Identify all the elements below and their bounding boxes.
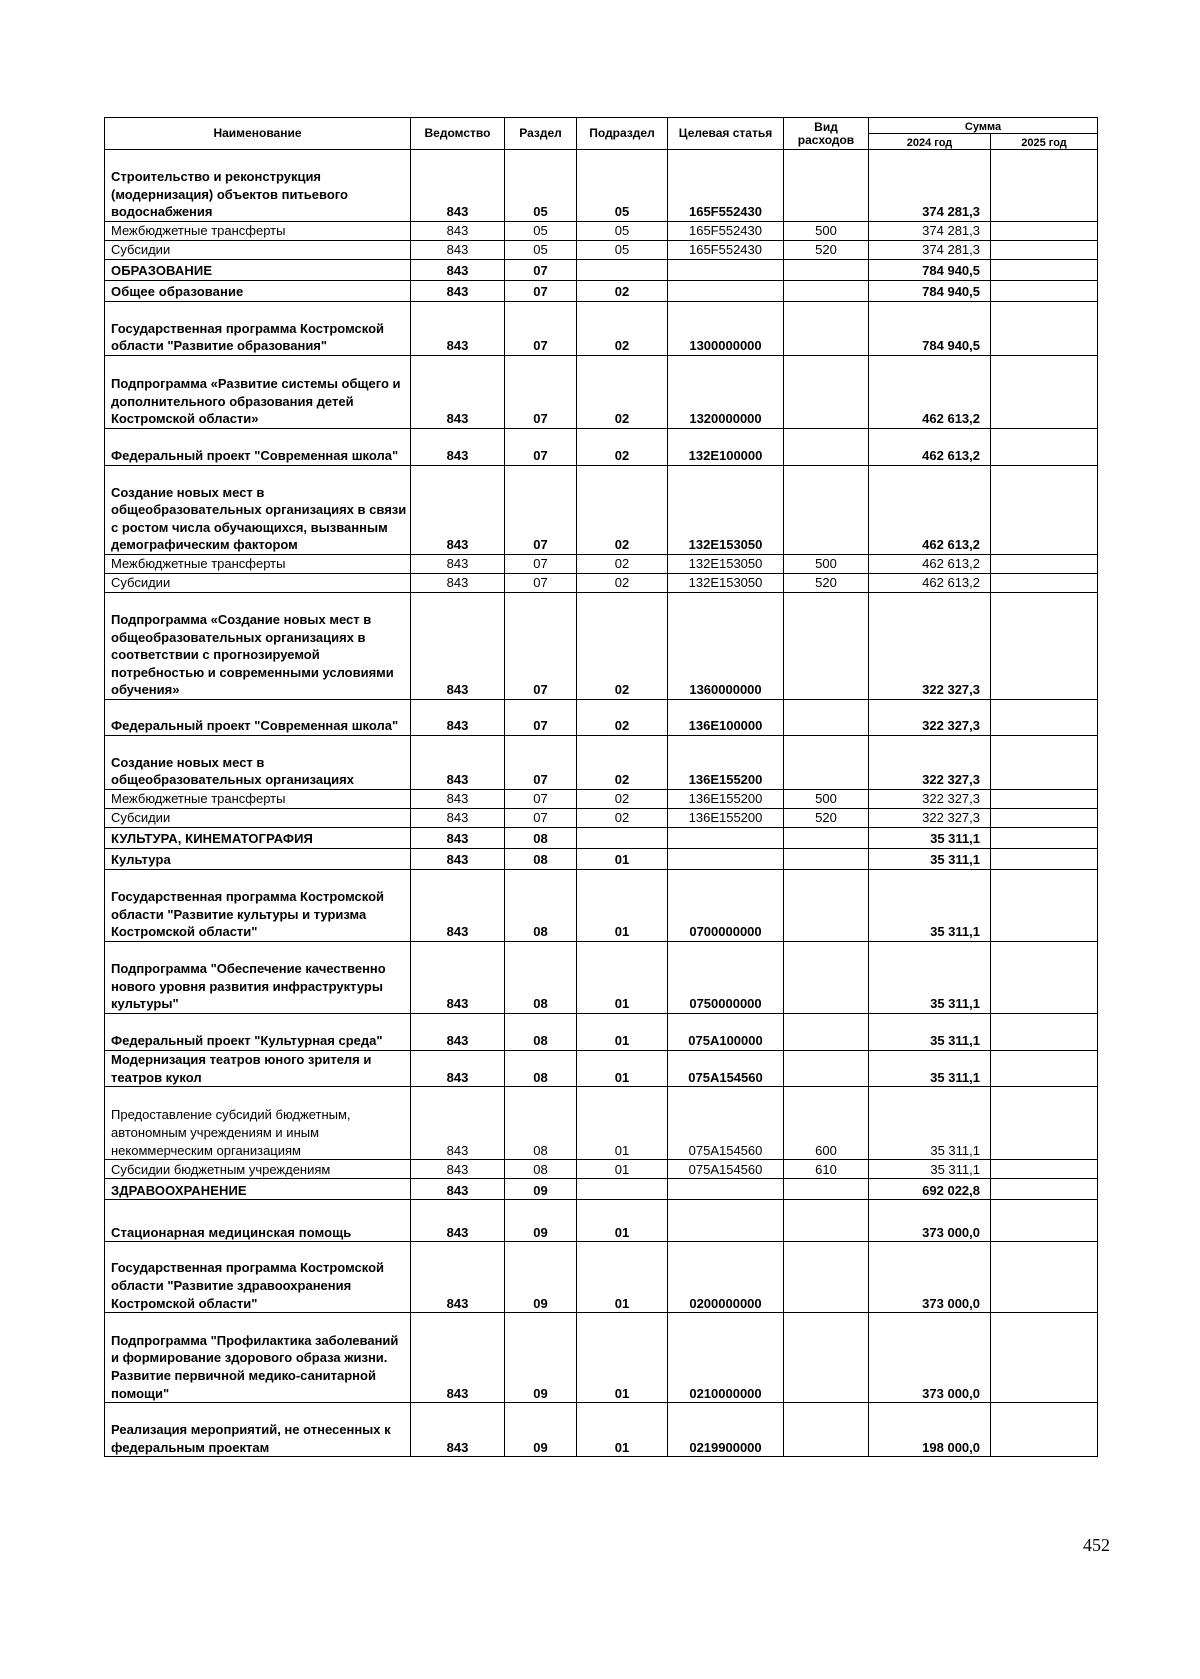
- table-row: [105, 790, 1098, 809]
- cell-razdel: 09: [505, 1403, 577, 1457]
- cell-vedomstvo: 843: [411, 700, 505, 736]
- table-row: [105, 1242, 1098, 1313]
- cell-razdel: 07: [505, 429, 577, 466]
- header-year-2024: 2024 год: [869, 134, 991, 150]
- cell-vedomstvo: 843: [411, 1014, 505, 1051]
- cell-razdel: 07: [505, 574, 577, 593]
- cell-expense-type: [784, 736, 869, 790]
- cell-name: Государственная программа Костромской области "Развитие здравоохранения Костромской области": [105, 1242, 411, 1313]
- cell-vedomstvo: 843: [411, 260, 505, 281]
- cell-expense-type: [784, 1313, 869, 1403]
- cell-target-article: 136E155200: [668, 736, 784, 790]
- cell-vedomstvo: 843: [411, 593, 505, 700]
- cell-target-article: 0219900000: [668, 1403, 784, 1457]
- cell-podrazdel: 05: [577, 150, 668, 222]
- cell-podrazdel: [577, 260, 668, 281]
- cell-podrazdel: 02: [577, 593, 668, 700]
- table-row: [105, 241, 1098, 260]
- cell-name: Общее образование: [105, 281, 411, 302]
- cell-name: Государственная программа Костромской области "Развитие образования": [105, 302, 411, 356]
- header-target-article: Целевая статья: [668, 118, 784, 150]
- cell-vedomstvo: 843: [411, 1242, 505, 1313]
- cell-sum-2024: 35 311,1: [869, 870, 991, 942]
- cell-sum-2024: 35 311,1: [869, 828, 991, 849]
- cell-vedomstvo: 843: [411, 849, 505, 870]
- cell-podrazdel: 01: [577, 1014, 668, 1051]
- table-row: [105, 870, 1098, 942]
- cell-sum-2025: [991, 809, 1098, 828]
- header-name: Наименование: [105, 118, 411, 150]
- cell-razdel: 08: [505, 942, 577, 1014]
- cell-sum-2025: [991, 260, 1098, 281]
- cell-sum-2024: 35 311,1: [869, 1160, 991, 1179]
- cell-name: Культура: [105, 849, 411, 870]
- cell-vedomstvo: 843: [411, 302, 505, 356]
- cell-sum-2024: 374 281,3: [869, 241, 991, 260]
- cell-podrazdel: 02: [577, 555, 668, 574]
- cell-vedomstvo: 843: [411, 222, 505, 241]
- cell-podrazdel: 02: [577, 429, 668, 466]
- cell-sum-2025: [991, 555, 1098, 574]
- cell-expense-type: [784, 356, 869, 429]
- cell-expense-type: 600: [784, 1087, 869, 1160]
- cell-target-article: [668, 281, 784, 302]
- cell-podrazdel: 02: [577, 356, 668, 429]
- cell-expense-type: 500: [784, 222, 869, 241]
- cell-sum-2025: [991, 1051, 1098, 1087]
- cell-expense-type: [784, 1242, 869, 1313]
- cell-razdel: 08: [505, 828, 577, 849]
- cell-podrazdel: 01: [577, 1051, 668, 1087]
- cell-expense-type: [784, 700, 869, 736]
- cell-expense-type: [784, 942, 869, 1014]
- table-row: [105, 849, 1098, 870]
- cell-razdel: 07: [505, 700, 577, 736]
- cell-target-article: [668, 828, 784, 849]
- cell-sum-2024: 35 311,1: [869, 942, 991, 1014]
- cell-sum-2025: [991, 828, 1098, 849]
- cell-expense-type: [784, 281, 869, 302]
- cell-sum-2025: [991, 849, 1098, 870]
- cell-sum-2024: 692 022,8: [869, 1179, 991, 1200]
- cell-name: Строительство и реконструкция (модернизация) объектов питьевого водоснабжения: [105, 150, 411, 222]
- cell-name: Межбюджетные трансферты: [105, 222, 411, 241]
- cell-name: Федеральный проект "Культурная среда": [105, 1014, 411, 1051]
- cell-podrazdel: 02: [577, 574, 668, 593]
- cell-sum-2025: [991, 1179, 1098, 1200]
- cell-sum-2024: 35 311,1: [869, 1087, 991, 1160]
- cell-podrazdel: 01: [577, 942, 668, 1014]
- cell-target-article: 165F552430: [668, 150, 784, 222]
- cell-sum-2024: 35 311,1: [869, 849, 991, 870]
- cell-podrazdel: 02: [577, 281, 668, 302]
- cell-razdel: 05: [505, 150, 577, 222]
- cell-sum-2025: [991, 942, 1098, 1014]
- cell-target-article: [668, 1200, 784, 1242]
- cell-sum-2025: [991, 150, 1098, 222]
- cell-name: Федеральный проект "Современная школа": [105, 429, 411, 466]
- cell-name: Подпрограмма "Профилактика заболеваний и формирование здорового образа жизни. Развитие первичной медико-санитарной помощи": [105, 1313, 411, 1403]
- cell-expense-type: 520: [784, 574, 869, 593]
- cell-podrazdel: 02: [577, 809, 668, 828]
- cell-expense-type: [784, 260, 869, 281]
- cell-expense-type: [784, 1179, 869, 1200]
- table-row: [105, 281, 1098, 302]
- cell-vedomstvo: 843: [411, 241, 505, 260]
- cell-razdel: 07: [505, 466, 577, 555]
- cell-name: Создание новых мест в общеобразовательных организациях в связи с ростом числа обучающихся, вызванным демографическим фактором: [105, 466, 411, 555]
- cell-target-article: 0210000000: [668, 1313, 784, 1403]
- cell-sum-2025: [991, 241, 1098, 260]
- cell-razdel: 07: [505, 790, 577, 809]
- cell-vedomstvo: 843: [411, 356, 505, 429]
- cell-vedomstvo: 843: [411, 736, 505, 790]
- cell-vedomstvo: 843: [411, 429, 505, 466]
- table-row: [105, 1087, 1098, 1160]
- cell-sum-2024: 198 000,0: [869, 1403, 991, 1457]
- cell-expense-type: [784, 1051, 869, 1087]
- table-row: [105, 736, 1098, 790]
- cell-target-article: 165F552430: [668, 241, 784, 260]
- cell-vedomstvo: 843: [411, 1403, 505, 1457]
- cell-vedomstvo: 843: [411, 790, 505, 809]
- cell-sum-2025: [991, 302, 1098, 356]
- cell-name: ЗДРАВООХРАНЕНИЕ: [105, 1179, 411, 1200]
- cell-name: Модернизация театров юного зрителя и театров кукол: [105, 1051, 411, 1087]
- cell-sum-2025: [991, 222, 1098, 241]
- cell-sum-2025: [991, 1087, 1098, 1160]
- cell-target-article: 132E100000: [668, 429, 784, 466]
- cell-name: ОБРАЗОВАНИЕ: [105, 260, 411, 281]
- table-row: [105, 260, 1098, 281]
- cell-name: Субсидии: [105, 241, 411, 260]
- cell-podrazdel: 02: [577, 466, 668, 555]
- table-row: [105, 150, 1098, 222]
- cell-name: Субсидии: [105, 574, 411, 593]
- cell-podrazdel: 01: [577, 1200, 668, 1242]
- cell-razdel: 07: [505, 281, 577, 302]
- header-vedomstvo: Ведомство: [411, 118, 505, 150]
- table-row: [105, 222, 1098, 241]
- cell-vedomstvo: 843: [411, 809, 505, 828]
- cell-sum-2025: [991, 356, 1098, 429]
- cell-podrazdel: 01: [577, 1242, 668, 1313]
- cell-podrazdel: 02: [577, 790, 668, 809]
- cell-target-article: [668, 849, 784, 870]
- header-podrazdel: Подраздел: [577, 118, 668, 150]
- header-year-2025: 2025 год: [991, 134, 1098, 150]
- cell-razdel: 05: [505, 241, 577, 260]
- cell-expense-type: [784, 593, 869, 700]
- cell-name: Межбюджетные трансферты: [105, 790, 411, 809]
- cell-expense-type: [784, 828, 869, 849]
- cell-podrazdel: 02: [577, 736, 668, 790]
- cell-name: Подпрограмма "Обеспечение качественно нового уровня развития инфраструктуры культуры": [105, 942, 411, 1014]
- cell-target-article: 165F552430: [668, 222, 784, 241]
- cell-razdel: 07: [505, 260, 577, 281]
- cell-sum-2024: 322 327,3: [869, 700, 991, 736]
- cell-name: Субсидии: [105, 809, 411, 828]
- table-row: [105, 700, 1098, 736]
- cell-target-article: 0750000000: [668, 942, 784, 1014]
- cell-razdel: 08: [505, 1051, 577, 1087]
- cell-target-article: [668, 260, 784, 281]
- cell-podrazdel: 01: [577, 1403, 668, 1457]
- cell-razdel: 07: [505, 555, 577, 574]
- cell-razdel: 07: [505, 356, 577, 429]
- cell-expense-type: 500: [784, 555, 869, 574]
- cell-target-article: 136E155200: [668, 790, 784, 809]
- cell-sum-2024: 373 000,0: [869, 1242, 991, 1313]
- table-row: [105, 1200, 1098, 1242]
- cell-vedomstvo: 843: [411, 870, 505, 942]
- cell-sum-2025: [991, 1242, 1098, 1313]
- cell-name: Федеральный проект "Современная школа": [105, 700, 411, 736]
- table-row: [105, 356, 1098, 429]
- cell-sum-2024: 35 311,1: [869, 1051, 991, 1087]
- header-sum: Сумма: [869, 118, 1098, 134]
- cell-sum-2025: [991, 870, 1098, 942]
- table-row: [105, 466, 1098, 555]
- cell-expense-type: [784, 150, 869, 222]
- cell-sum-2025: [991, 736, 1098, 790]
- cell-name: Подпрограмма «Создание новых мест в общеобразовательных организациях в соответствии с прогнозируемой потребностью и современными условиями обучения»: [105, 593, 411, 700]
- cell-podrazdel: 01: [577, 870, 668, 942]
- cell-target-article: 136E155200: [668, 809, 784, 828]
- cell-vedomstvo: 843: [411, 466, 505, 555]
- table-row: [105, 574, 1098, 593]
- cell-sum-2024: 322 327,3: [869, 809, 991, 828]
- cell-expense-type: [784, 466, 869, 555]
- table-row: [105, 1160, 1098, 1179]
- cell-vedomstvo: 843: [411, 1051, 505, 1087]
- cell-target-article: 132E153050: [668, 574, 784, 593]
- cell-razdel: 07: [505, 302, 577, 356]
- cell-target-article: 075A154560: [668, 1160, 784, 1179]
- cell-target-article: 0700000000: [668, 870, 784, 942]
- cell-name: Межбюджетные трансферты: [105, 555, 411, 574]
- cell-expense-type: [784, 429, 869, 466]
- cell-podrazdel: 05: [577, 241, 668, 260]
- cell-expense-type: 520: [784, 241, 869, 260]
- cell-razdel: 05: [505, 222, 577, 241]
- cell-name: Реализация мероприятий, не отнесенных к федеральным проектам: [105, 1403, 411, 1457]
- table-row: [105, 1179, 1098, 1200]
- cell-sum-2024: 373 000,0: [869, 1200, 991, 1242]
- cell-target-article: [668, 1179, 784, 1200]
- cell-sum-2025: [991, 1403, 1098, 1457]
- cell-target-article: 1360000000: [668, 593, 784, 700]
- cell-target-article: 1300000000: [668, 302, 784, 356]
- cell-expense-type: [784, 870, 869, 942]
- cell-vedomstvo: 843: [411, 1179, 505, 1200]
- cell-target-article: 132E153050: [668, 555, 784, 574]
- cell-expense-type: [784, 1403, 869, 1457]
- cell-vedomstvo: 843: [411, 555, 505, 574]
- header-razdel: Раздел: [505, 118, 577, 150]
- cell-name: Предоставление субсидий бюджетным, автономным учреждениям и иным некоммерческим организациям: [105, 1087, 411, 1160]
- cell-sum-2024: 462 613,2: [869, 429, 991, 466]
- table-row: [105, 809, 1098, 828]
- cell-razdel: 09: [505, 1313, 577, 1403]
- table-row: [105, 593, 1098, 700]
- budget-table: [104, 117, 1098, 1457]
- cell-razdel: 08: [505, 849, 577, 870]
- cell-sum-2025: [991, 1014, 1098, 1051]
- cell-sum-2025: [991, 593, 1098, 700]
- cell-target-article: 075A154560: [668, 1051, 784, 1087]
- cell-razdel: 08: [505, 1087, 577, 1160]
- cell-name: Государственная программа Костромской области "Развитие культуры и туризма Костромской области": [105, 870, 411, 942]
- cell-vedomstvo: 843: [411, 1313, 505, 1403]
- cell-sum-2024: 784 940,5: [869, 281, 991, 302]
- cell-sum-2024: 462 613,2: [869, 574, 991, 593]
- cell-podrazdel: 01: [577, 1313, 668, 1403]
- cell-podrazdel: 05: [577, 222, 668, 241]
- cell-razdel: 07: [505, 593, 577, 700]
- cell-razdel: 08: [505, 1014, 577, 1051]
- cell-sum-2025: [991, 281, 1098, 302]
- cell-sum-2025: [991, 574, 1098, 593]
- table-header: [105, 118, 1098, 150]
- cell-sum-2025: [991, 790, 1098, 809]
- cell-sum-2024: 462 613,2: [869, 555, 991, 574]
- cell-podrazdel: 01: [577, 849, 668, 870]
- cell-sum-2024: 462 613,2: [869, 466, 991, 555]
- cell-podrazdel: 01: [577, 1160, 668, 1179]
- table-row: [105, 1051, 1098, 1087]
- cell-sum-2024: 322 327,3: [869, 736, 991, 790]
- cell-name: Создание новых мест в общеобразовательных организациях: [105, 736, 411, 790]
- cell-podrazdel: 02: [577, 700, 668, 736]
- cell-sum-2024: 322 327,3: [869, 790, 991, 809]
- cell-expense-type: [784, 1014, 869, 1051]
- cell-sum-2024: 784 940,5: [869, 302, 991, 356]
- cell-expense-type: [784, 1200, 869, 1242]
- cell-razdel: 09: [505, 1242, 577, 1313]
- cell-razdel: 08: [505, 1160, 577, 1179]
- cell-vedomstvo: 843: [411, 574, 505, 593]
- cell-sum-2024: 374 281,3: [869, 150, 991, 222]
- cell-expense-type: 500: [784, 790, 869, 809]
- cell-target-article: 1320000000: [668, 356, 784, 429]
- cell-expense-type: 610: [784, 1160, 869, 1179]
- cell-vedomstvo: 843: [411, 942, 505, 1014]
- cell-sum-2025: [991, 466, 1098, 555]
- cell-podrazdel: 01: [577, 1087, 668, 1160]
- cell-sum-2025: [991, 700, 1098, 736]
- table-row: [105, 302, 1098, 356]
- cell-razdel: 09: [505, 1200, 577, 1242]
- header-expense-type: Вид расходов: [784, 118, 869, 150]
- table-row: [105, 828, 1098, 849]
- cell-sum-2025: [991, 429, 1098, 466]
- cell-sum-2025: [991, 1313, 1098, 1403]
- cell-target-article: 136E100000: [668, 700, 784, 736]
- cell-razdel: 09: [505, 1179, 577, 1200]
- cell-name: Стационарная медицинская помощь: [105, 1200, 411, 1242]
- table-row: [105, 1313, 1098, 1403]
- cell-name: КУЛЬТУРА, КИНЕМАТОГРАФИЯ: [105, 828, 411, 849]
- cell-expense-type: 520: [784, 809, 869, 828]
- cell-target-article: 132E153050: [668, 466, 784, 555]
- cell-sum-2025: [991, 1160, 1098, 1179]
- cell-vedomstvo: 843: [411, 1087, 505, 1160]
- table-row: [105, 1014, 1098, 1051]
- cell-sum-2024: 373 000,0: [869, 1313, 991, 1403]
- page-number: 452: [1083, 1535, 1110, 1555]
- table-row: [105, 1403, 1098, 1457]
- cell-name: Субсидии бюджетным учреждениям: [105, 1160, 411, 1179]
- cell-expense-type: [784, 302, 869, 356]
- cell-razdel: 07: [505, 809, 577, 828]
- cell-podrazdel: 02: [577, 302, 668, 356]
- cell-name: Подпрограмма «Развитие системы общего и дополнительного образования детей Костромской области»: [105, 356, 411, 429]
- cell-razdel: 08: [505, 870, 577, 942]
- cell-podrazdel: [577, 828, 668, 849]
- cell-vedomstvo: 843: [411, 1200, 505, 1242]
- cell-razdel: 07: [505, 736, 577, 790]
- cell-vedomstvo: 843: [411, 1160, 505, 1179]
- table-row: [105, 555, 1098, 574]
- cell-target-article: 075A154560: [668, 1087, 784, 1160]
- cell-vedomstvo: 843: [411, 828, 505, 849]
- cell-vedomstvo: 843: [411, 150, 505, 222]
- cell-expense-type: [784, 849, 869, 870]
- table-row: [105, 942, 1098, 1014]
- table-row: [105, 429, 1098, 466]
- cell-sum-2024: 35 311,1: [869, 1014, 991, 1051]
- cell-sum-2024: 322 327,3: [869, 593, 991, 700]
- cell-vedomstvo: 843: [411, 281, 505, 302]
- cell-podrazdel: [577, 1179, 668, 1200]
- table-body: [105, 150, 1098, 1457]
- cell-target-article: 075A100000: [668, 1014, 784, 1051]
- cell-target-article: 0200000000: [668, 1242, 784, 1313]
- cell-sum-2025: [991, 1200, 1098, 1242]
- cell-sum-2024: 374 281,3: [869, 222, 991, 241]
- cell-sum-2024: 784 940,5: [869, 260, 991, 281]
- cell-sum-2024: 462 613,2: [869, 356, 991, 429]
